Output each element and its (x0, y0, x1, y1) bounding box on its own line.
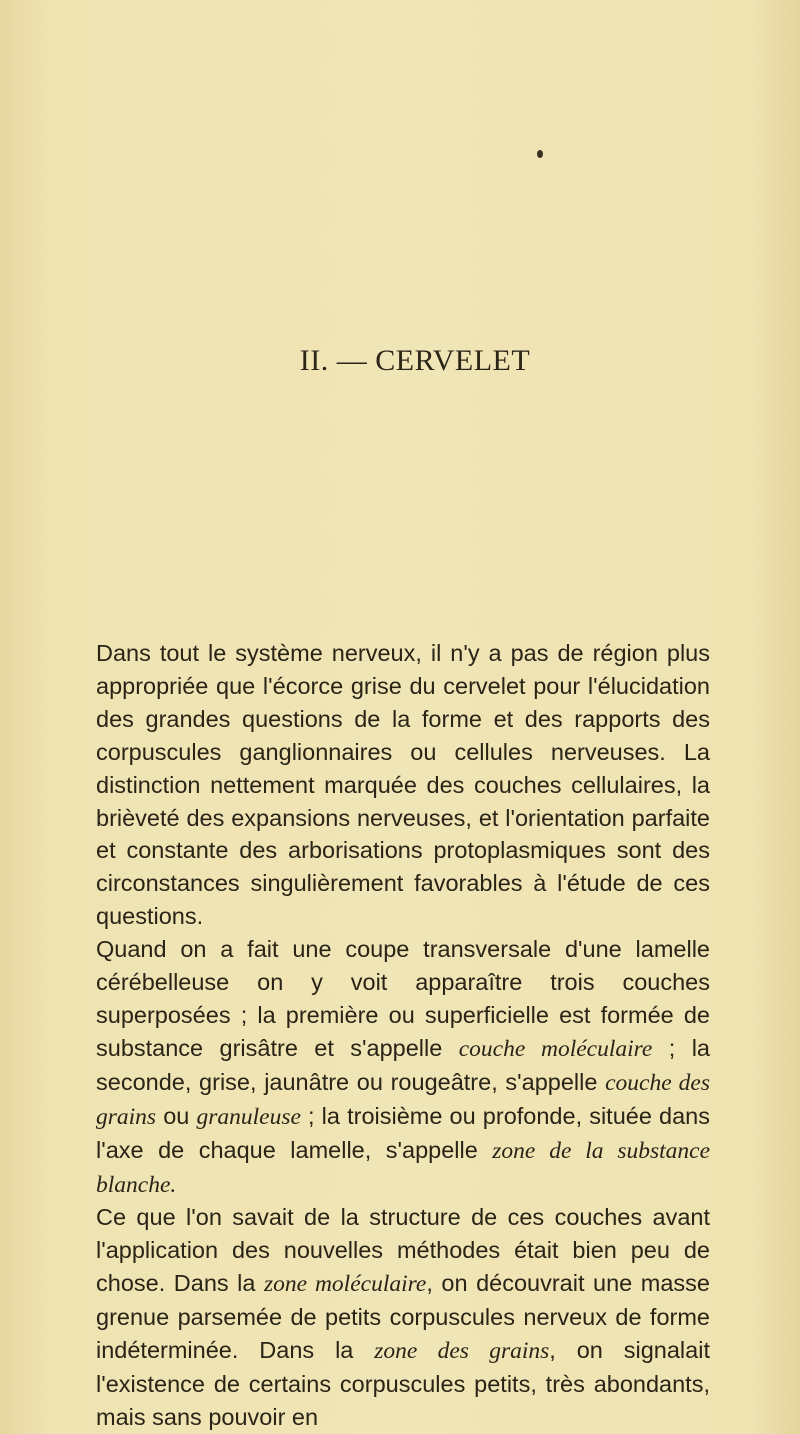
paragraph-2 (96, 933, 710, 1201)
paragraph-1-text: Dans tout le système nerveux, il n'y a pas de région plus appropriée que l'écorce grise du cervelet pour l'élucidation des grandes questions de la forme et des rapports des corpuscules ganglionnaires ou cellules nerveuses. La distinction nettement marquée des couches cellulaires, la brièveté des expansions nerveuses, et l'orientation parfaite et constante des arborisations protoplasmiques sont des circonstances singulièrement favorables à l'étude de ces questions. (96, 640, 710, 930)
paragraph-3-text-b: , on découvrait une masse grenue parsemée de petits corpuscules nerveux de forme indéterminée. Dans la (96, 1270, 710, 1364)
paragraph-1 (96, 637, 710, 933)
paragraph-2-text-b: ; la seconde, grise, jaunâtre ou rougeâtre, s'appelle (96, 1034, 710, 1095)
body-text (96, 637, 710, 1434)
paragraph-2-text-d: ; la troisième ou profonde, située dans l'axe de chaque lamelle, s'appelle (96, 1102, 711, 1163)
paragraph-2-text-a: Quand on a fait une coupe transversale d'une lamelle cérébelleuse on y voit apparaître trois couches superposées ; la première ou superficielle est formée de substance grisâtre et s'appelle (96, 936, 710, 1061)
ink-speck (537, 150, 543, 158)
paragraph-3-text-c: , on signalait l'existence de certains corpuscules petits, très abondants, mais sans pouvoir en (96, 1337, 710, 1430)
term-granuleuse: granuleuse (196, 1103, 301, 1130)
term-zone-des-grains: zone des grains (374, 1338, 550, 1365)
term-zone-substance-blanche: zone de la substance blanche. (96, 1137, 710, 1198)
term-zone-moleculaire: zone moléculaire (264, 1271, 427, 1298)
paragraph-2-text-c: ou (156, 1102, 197, 1129)
section-heading: II. — CERVELET (299, 344, 531, 377)
paragraph-3 (96, 1201, 710, 1433)
term-couche-moleculaire: couche moléculaire (458, 1035, 653, 1062)
term-couche-des-grains: couche des grains (96, 1069, 710, 1130)
paragraph-3-text-a: Ce que l'on savait de la structure de ces couches avant l'application des nouvelles méthodes était bien peu de chose. Dans la (96, 1204, 710, 1297)
